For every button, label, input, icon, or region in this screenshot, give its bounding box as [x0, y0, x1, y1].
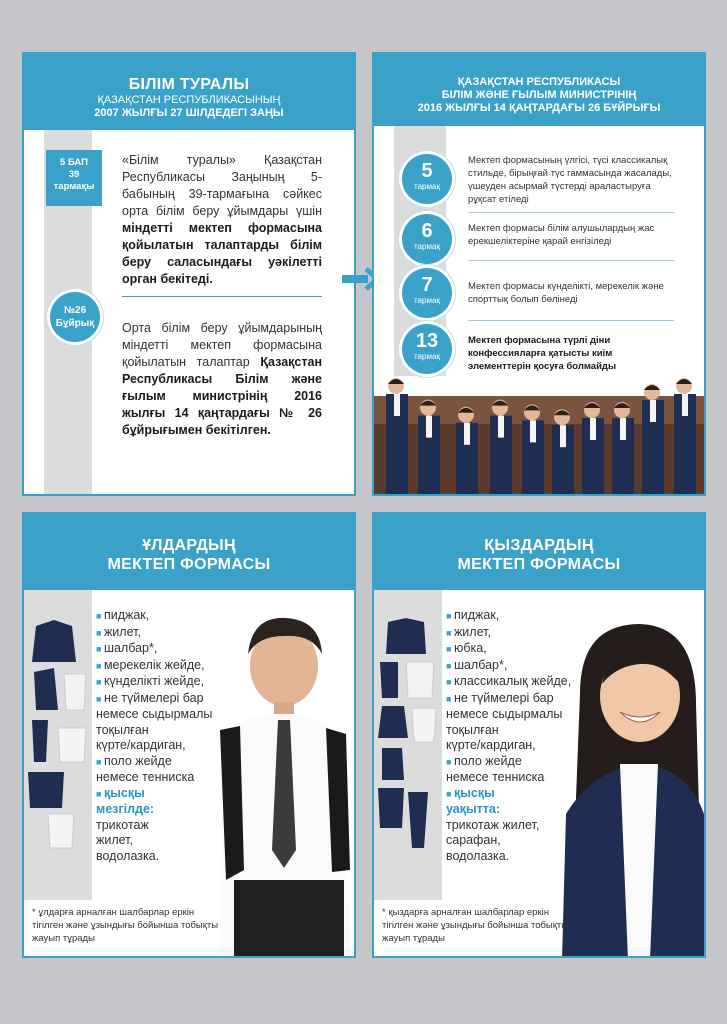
- student-figure: [386, 378, 408, 496]
- bullet-square-icon: ■: [446, 693, 454, 704]
- bullet-square-icon: ■: [446, 660, 454, 671]
- girl-photo: [550, 614, 706, 958]
- boys-items-list: [96, 608, 212, 864]
- uniform-item: [96, 608, 212, 625]
- season-label-2: мезгілде:: [96, 802, 155, 816]
- point-text-7: Мектеп формасы күнделікті, мерекелік және спорттық болып бөлінеді: [468, 281, 664, 305]
- uniform-item-text: не түймелері бар: [103, 690, 204, 705]
- bullet-square-icon: ■: [446, 788, 454, 799]
- law-text-1-plain: «Білім туралы» Қазақстан Республикасы Заңының 5-бабының 39-тармағына сәйкес орта білім беру ұйымдары үшін: [122, 153, 322, 218]
- point-text-6: Мектеп формасы білім алушылардың жас ерекшеліктеріне қарай енгізіледі: [468, 223, 655, 247]
- point-divider: [468, 320, 674, 321]
- student-figure: [674, 378, 696, 496]
- point-text-13: Мектеп формасына түрлі діни конфессияларға қатысты киім элементтерін қосуға болмайды: [468, 335, 617, 372]
- girls-clothes-illustration: [374, 612, 444, 852]
- uniform-item-text: не түймелері бар: [453, 690, 554, 705]
- bullet-square-icon: ■: [446, 677, 454, 687]
- point-number: 7: [421, 274, 433, 296]
- uniform-item-text: поло жейде: [103, 753, 172, 768]
- law-divider: [122, 296, 322, 297]
- uniform-item-text: классикалық жейде,: [453, 674, 572, 688]
- order-badge-line1: №26: [63, 305, 87, 316]
- uniform-item-text: жилет,: [453, 624, 491, 639]
- point-number: 6: [421, 220, 433, 242]
- uniform-item: [96, 754, 212, 771]
- law-text-2-plain: Орта білім беру ұйымдарының міндетті мектеп формасына қойылатын талаптар: [122, 321, 322, 369]
- bullet-square-icon: ■: [96, 611, 104, 621]
- article-badge-line3: тармақы: [53, 181, 95, 192]
- uniform-item-text: күрте/кардиган,: [96, 738, 186, 752]
- order-panel: [372, 52, 706, 496]
- uniform-item: [96, 658, 212, 675]
- point-badge-6: [402, 214, 452, 264]
- bullet-square-icon: ■: [96, 788, 104, 799]
- season-item: сарафан,: [446, 833, 501, 847]
- boys-uniform-panel: [22, 512, 356, 958]
- point-text-5: Мектеп формасының үлгісі, түсі классикалық стильде, бірыңғай түс гаммасында жасалады, үшеуден асырмай түстерді араластыруға рұқсат етіледі: [468, 155, 672, 205]
- uniform-item-text: шалбар*,: [103, 641, 158, 655]
- season-label-text: қысқы: [453, 785, 495, 800]
- boys-clothes-illustration: [24, 612, 94, 852]
- uniform-item-text: шалбар*,: [453, 657, 508, 672]
- order-badge-line2: Бұйрық: [55, 318, 95, 329]
- law-panel-title: БІЛІМ ТУРАЛЫ: [128, 76, 250, 93]
- point-word: тармақ: [414, 296, 440, 305]
- bullet-square-icon: ■: [446, 756, 454, 767]
- uniform-item-text: юбка,: [453, 641, 487, 655]
- uniform-item: [96, 707, 212, 723]
- law-text-2: [122, 320, 322, 439]
- season-label: [96, 786, 212, 803]
- point-number: 5: [421, 160, 433, 182]
- uniform-item: [96, 723, 212, 739]
- uniform-item-text: поло жейде: [453, 753, 522, 768]
- season-item: водолазка.: [446, 848, 510, 863]
- uniform-item: [96, 770, 212, 786]
- boys-panel-title-1: ҰЛДАРДЫҢ: [142, 537, 236, 554]
- uniform-item-text: пиджак,: [453, 608, 500, 622]
- girls-footnote: * қыздарға арналған шалбарлар еркін тігілген және ұзындығы бойынша тобықты жауып тұрады: [382, 907, 569, 944]
- uniform-item: [96, 674, 212, 691]
- uniform-item-text: жилет,: [103, 624, 141, 639]
- bullet-square-icon: ■: [96, 693, 104, 704]
- girls-panel-title-1: ҚЫЗДАРДЫҢ: [484, 537, 594, 554]
- boys-panel-header: [24, 514, 354, 590]
- bullet-square-icon: ■: [96, 627, 104, 638]
- bullet-square-icon: ■: [96, 644, 104, 654]
- season-label-2: уақытта:: [446, 802, 501, 816]
- point-badge-7: [402, 268, 452, 318]
- law-panel-header: [24, 54, 354, 130]
- article-badge: [46, 150, 102, 206]
- law-panel-subtitle-1: ҚАЗАҚСТАН РЕСПУБЛИКАСЫНЫҢ: [97, 94, 281, 106]
- uniform-item-text: мерекелік жейде,: [103, 657, 205, 672]
- bullet-square-icon: ■: [96, 660, 104, 671]
- order-badge: [50, 292, 100, 342]
- season-label-text: қысқы: [103, 785, 145, 800]
- order-panel-title-2: БІЛІМ ЖӘНЕ ҒЫЛЫМ МИНИСТРІНІҢ: [441, 89, 637, 101]
- uniform-item-text: немесе сыдырмалы: [446, 707, 563, 721]
- boys-footnote: * ұлдарға арналған шалбарлар еркін тігілген және ұзындығы бойынша тобықты жауып тұрады: [32, 907, 219, 944]
- point-divider: [468, 212, 674, 213]
- bullet-square-icon: ■: [446, 644, 454, 654]
- order-panel-header: [374, 54, 704, 126]
- uniform-item-text: немесе тенниска: [96, 770, 195, 784]
- girls-panel-header: [374, 514, 704, 590]
- point-divider: [468, 260, 674, 261]
- season-item: жилет,: [96, 833, 133, 847]
- bullet-square-icon: ■: [446, 611, 454, 621]
- point-badge-5: [402, 154, 452, 204]
- law-panel: [22, 52, 356, 496]
- point-word: тармақ: [414, 352, 440, 361]
- uniform-item-text: немесе тенниска: [446, 770, 545, 784]
- uniform-item: [96, 641, 212, 658]
- order-panel-title-3: 2016 ЖЫЛҒЫ 14 ҚАҢТАРДАҒЫ 26 БҰЙРЫҒЫ: [417, 102, 661, 114]
- law-text-2-bold: Қазақстан Республикасы Білім және ғылым министрінің 2016 жылғы 14 қаңтардағы № 26 бұйрығымен бекітілген.: [122, 355, 322, 437]
- law-text-1: [122, 152, 322, 288]
- season-item: трикотаж жилет,: [446, 817, 540, 832]
- uniform-item: [96, 691, 212, 708]
- bullet-square-icon: ■: [96, 756, 104, 767]
- girls-panel-title-2: МЕКТЕП ФОРМАСЫ: [457, 556, 621, 573]
- uniform-item-text: күнделікті жейде,: [103, 674, 205, 688]
- season-item: водолазка.: [96, 848, 160, 863]
- law-text-1-bold: міндетті мектеп формасына қойылатын талаптарды білім беру саласындағы уәкілетті орган бекітеді.: [122, 221, 322, 286]
- boys-panel-title-2: МЕКТЕП ФОРМАСЫ: [107, 556, 271, 573]
- uniform-item-text: күрте/кардиган,: [446, 738, 536, 752]
- article-badge-line2: 39: [68, 169, 80, 180]
- boy-photo: [200, 610, 356, 958]
- uniform-item: [96, 625, 212, 642]
- student-figure: [642, 384, 664, 496]
- uniform-item: [96, 738, 212, 754]
- uniform-item-text: пиджак,: [103, 608, 150, 622]
- girls-uniform-panel: [372, 512, 706, 958]
- season-item: трикотаж: [96, 817, 149, 832]
- uniform-item-text: тоқылған: [446, 722, 499, 737]
- article-badge-line1: 5 БАП: [60, 157, 88, 168]
- uniform-item-text: немесе сыдырмалы: [96, 707, 213, 721]
- law-panel-subtitle-2: 2007 ЖЫЛҒЫ 27 ШІЛДЕДЕГІ ЗАҢЫ: [94, 107, 284, 119]
- bullet-square-icon: ■: [446, 627, 454, 638]
- students-group-image: [374, 366, 704, 496]
- bullet-square-icon: ■: [96, 677, 104, 687]
- point-word: тармақ: [414, 242, 440, 251]
- uniform-item-text: тоқылған: [96, 722, 149, 737]
- order-panel-title-1: ҚАЗАҚСТАН РЕСПУБЛИКАСЫ: [457, 76, 621, 88]
- point-number: 13: [415, 330, 439, 352]
- point-word: тармақ: [414, 182, 440, 191]
